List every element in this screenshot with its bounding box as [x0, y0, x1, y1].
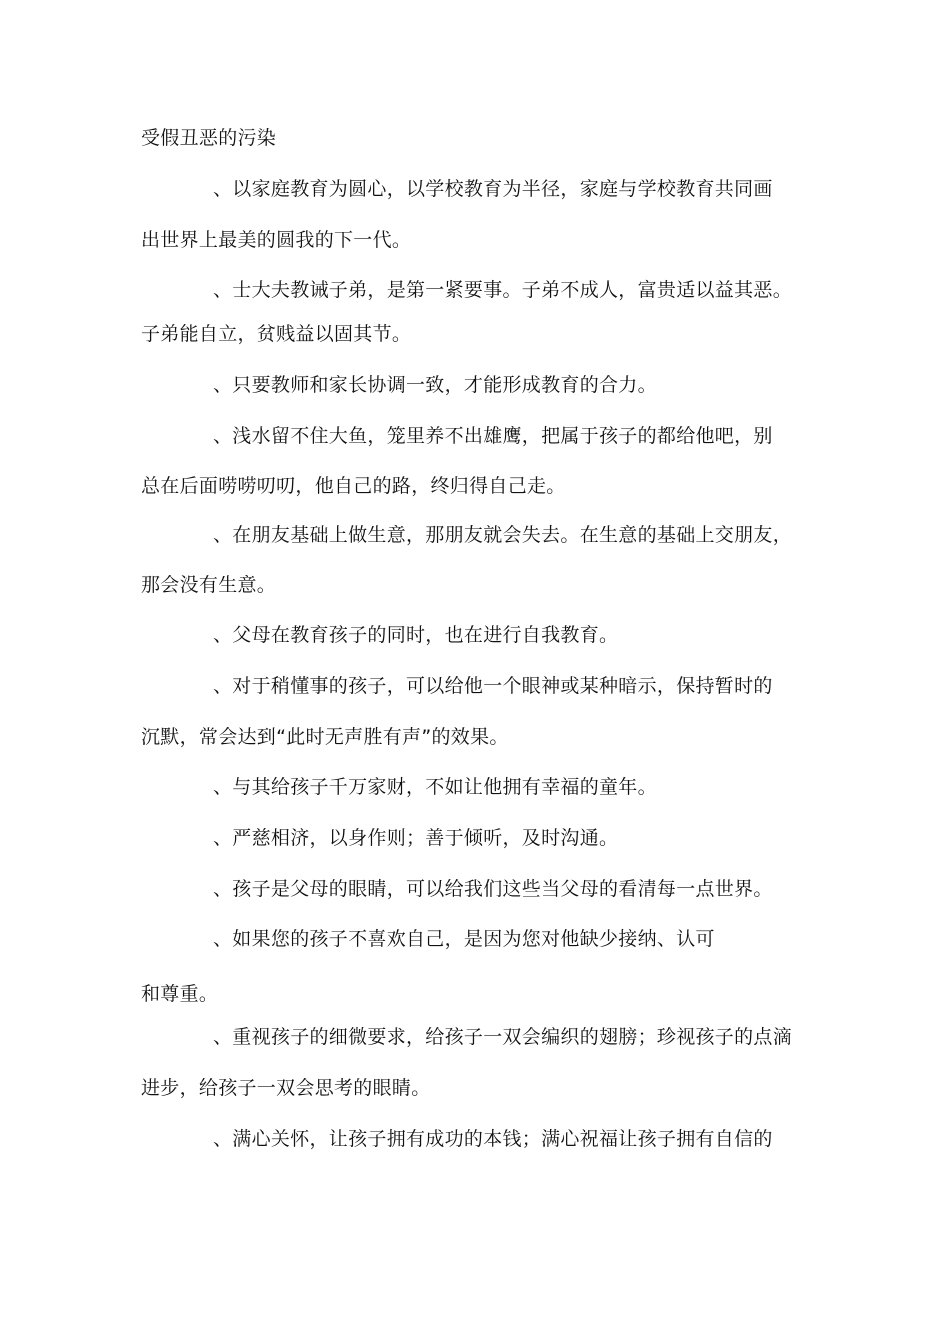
text-line-6: 、只要教师和家长协调一致，才能形成教育的合力。: [213, 374, 657, 396]
text-line-18: 和尊重。: [141, 983, 219, 1005]
text-line-4: 、士大夫教诫子弟，是第一紧要事。子弟不成人，富贵适以益其恶。: [213, 279, 793, 301]
text-line-2: 、以家庭教育为圆心，以学校教育为半径，家庭与学校教育共同画: [213, 178, 773, 200]
text-line-17: 、如果您的孩子不喜欢自己，是因为您对他缺少接纳、认可: [213, 928, 715, 950]
text-line-20: 进步，给孩子一双会思考的眼睛。: [141, 1077, 431, 1099]
text-line-5: 子弟能自立，贫贱益以固其节。: [141, 323, 412, 345]
text-line-13: 沉默，常会达到“此时无声胜有声”的效果。: [141, 726, 509, 748]
text-line-1: 受假丑恶的污染: [141, 127, 277, 149]
text-line-16: 、孩子是父母的眼睛，可以给我们这些当父母的看清每一点世界。: [213, 878, 773, 900]
text-line-9: 、在朋友基础上做生意，那朋友就会失去。在生意的基础上交朋友，: [213, 524, 793, 546]
text-line-8: 总在后面唠唠叨叨，他自己的路，终归得自己走。: [141, 475, 566, 497]
text-line-11: 、父母在教育孩子的同时，也在进行自我教育。: [213, 624, 619, 646]
text-line-19: 、重视孩子的细微要求，给孩子一双会编织的翅膀；珍视孩子的点滴: [213, 1026, 793, 1048]
text-line-7: 、浅水留不住大鱼，笼里养不出雄鹰，把属于孩子的都给他吧，别: [213, 425, 773, 447]
text-line-21: 、满心关怀，让孩子拥有成功的本钱；满心祝福让孩子拥有自信的: [213, 1128, 773, 1150]
text-line-3: 出世界上最美的圆我的下一代。: [141, 229, 412, 251]
text-line-12: 、对于稍懂事的孩子，可以给他一个眼神或某种暗示，保持暂时的: [213, 675, 773, 697]
text-line-10: 那会没有生意。: [141, 574, 277, 596]
text-line-15: 、严慈相济，以身作则；善于倾听，及时沟通。: [213, 827, 619, 849]
text-line-14: 、与其给孩子千万家财，不如让他拥有幸福的童年。: [213, 776, 657, 798]
